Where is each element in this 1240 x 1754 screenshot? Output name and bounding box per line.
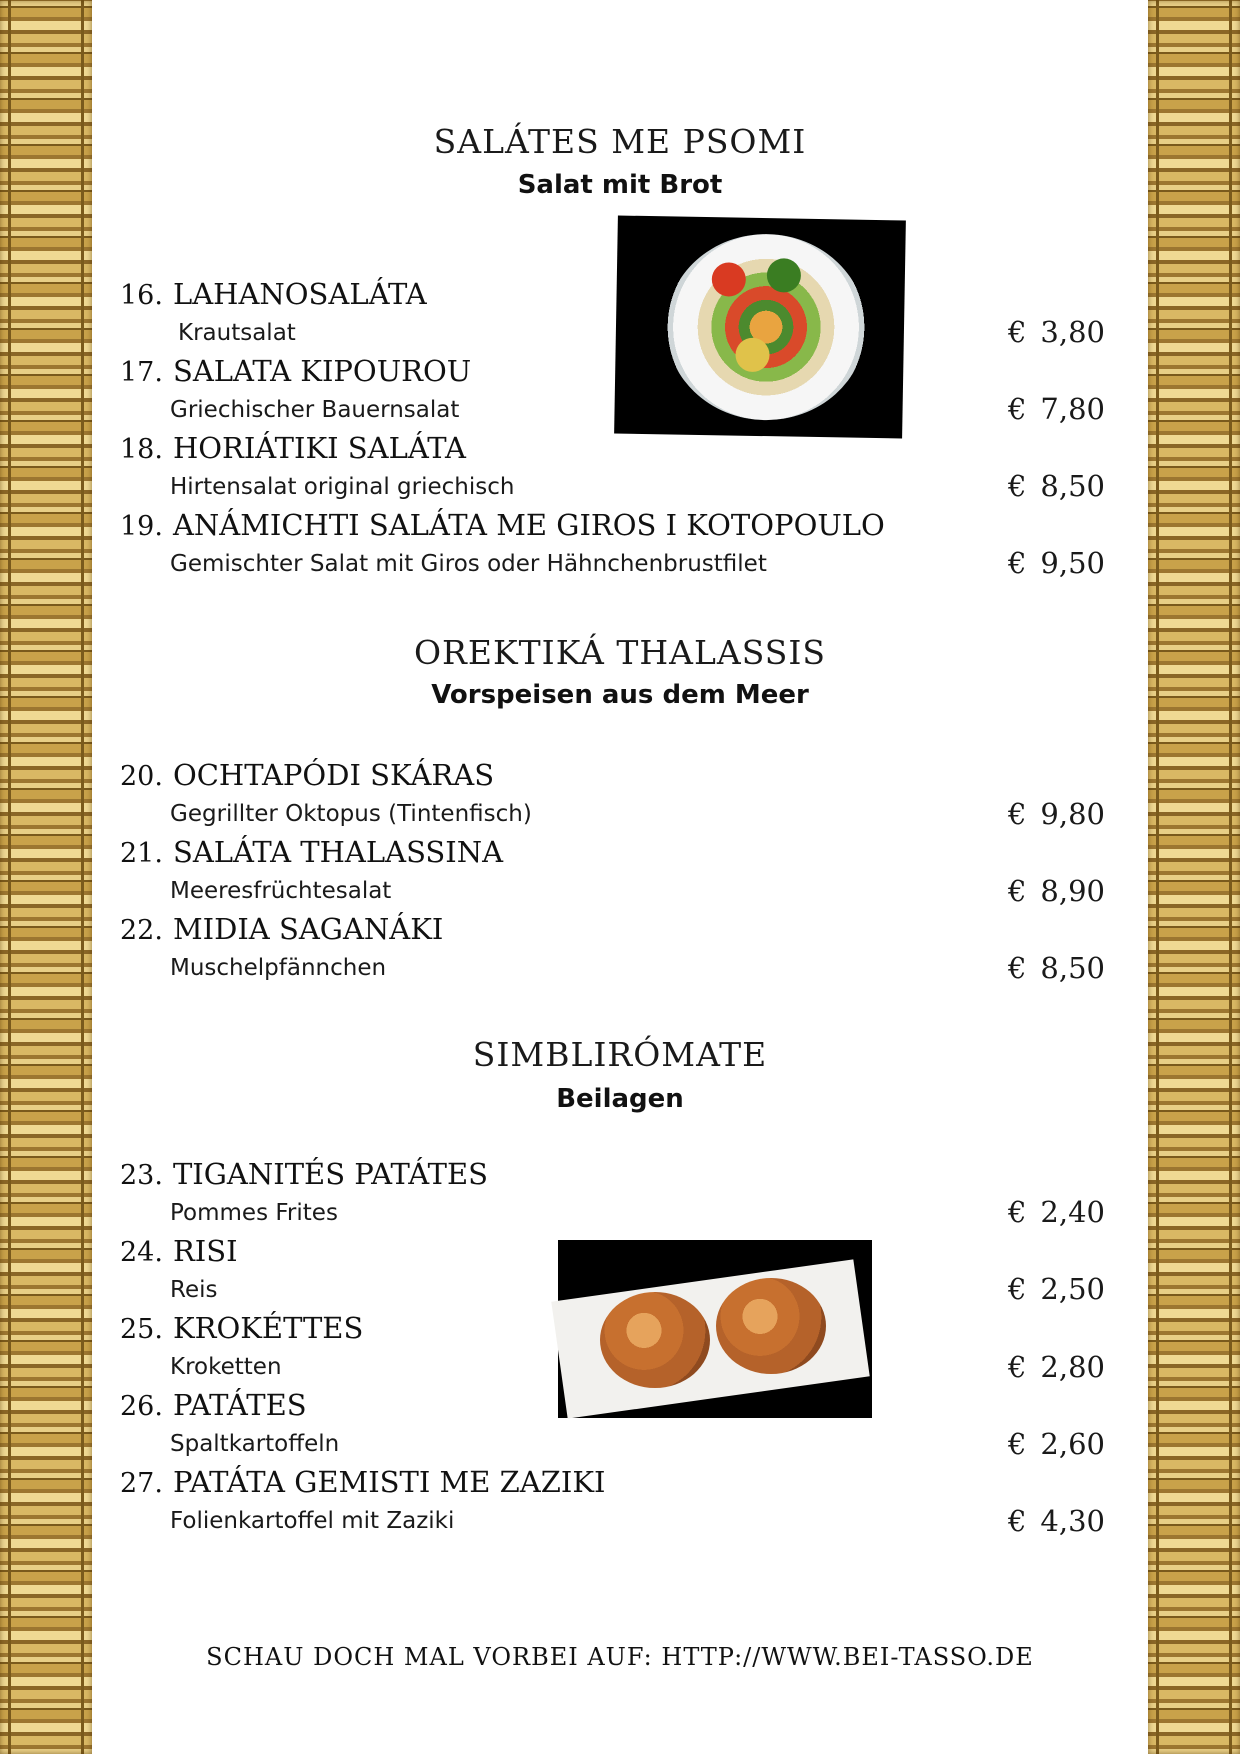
menu-item-24-price: € 2,50 <box>1007 1272 1105 1306</box>
menu-item-26-name: 26. PATÁTES <box>120 1388 307 1422</box>
section-subtitle-sides: Beilagen <box>556 1084 684 1114</box>
menu-item-22-price: € 8,50 <box>1007 951 1105 985</box>
menu-item-25-desc: Kroketten <box>170 1354 282 1380</box>
greek-key-border-left <box>0 0 92 1754</box>
menu-item-20-price: € 9,80 <box>1007 797 1105 831</box>
rice-ball-right <box>716 1278 826 1374</box>
menu-item-19-desc: Gemischter Salat mit Giros oder Hähnchenbrustfilet <box>170 551 767 577</box>
footer-website: SCHAU DOCH MAL VORBEI AUF: HTTP://WWW.BEI-TASSO.DE <box>206 1643 1034 1671</box>
menu-item-25-name: 25. KROKÉTTES <box>120 1311 364 1345</box>
section-title-sides: SIMBLIRÓMATE <box>472 1035 768 1074</box>
section-subtitle-seafood: Vorspeisen aus dem Meer <box>431 680 809 710</box>
menu-item-20-name: 20. OCHTAPÓDI SKÁRAS <box>120 758 495 792</box>
menu-item-27-name: 27. PATÁTA GEMISTI ME ZAZIKI <box>120 1465 606 1499</box>
menu-item-16-desc: Krautsalat <box>178 320 296 346</box>
section-title-salads: SALÁTES ME PSOMI <box>433 122 807 161</box>
menu-item-19-price: € 9,50 <box>1007 546 1105 580</box>
menu-item-19-name: 19. ANÁMICHTI SALÁTA ME GIROS I KOTOPOULO <box>120 508 885 542</box>
menu-item-24-desc: Reis <box>170 1277 218 1303</box>
menu-item-23-price: € 2,40 <box>1007 1195 1105 1229</box>
section-title-seafood: OREKTIKÁ THALASSIS <box>414 633 826 672</box>
menu-item-16-name: 16. LAHANOSALÁTA <box>120 277 427 311</box>
menu-item-27-desc: Folienkartoffel mit Zaziki <box>170 1508 455 1534</box>
menu-item-18-desc: Hirtensalat original griechisch <box>170 474 515 500</box>
menu-item-17-price: € 7,80 <box>1007 392 1105 426</box>
menu-item-21-desc: Meeresfrüchtesalat <box>170 878 392 904</box>
menu-item-22-desc: Muschelpfännchen <box>170 955 387 981</box>
greek-key-border-right <box>1148 0 1240 1754</box>
section-subtitle-salads: Salat mit Brot <box>517 170 723 200</box>
menu-item-26-desc: Spaltkartoffeln <box>170 1431 340 1457</box>
menu-item-17-desc: Griechischer Bauernsalat <box>170 397 460 423</box>
salad-plate-image <box>664 232 867 421</box>
menu-item-22-name: 22. MIDIA SAGANÁKI <box>120 912 444 946</box>
menu-item-24-name: 24. RISI <box>120 1234 238 1268</box>
menu-item-27-price: € 4,30 <box>1007 1504 1105 1538</box>
rice-ball-left <box>600 1292 710 1388</box>
menu-item-25-price: € 2,80 <box>1007 1350 1105 1384</box>
menu-item-23-desc: Pommes Frites <box>170 1200 338 1226</box>
menu-item-21-price: € 8,90 <box>1007 874 1105 908</box>
menu-item-18-price: € 8,50 <box>1007 469 1105 503</box>
menu-item-16-price: € 3,80 <box>1007 315 1105 349</box>
rice-photo <box>558 1240 872 1418</box>
menu-item-18-name: 18. HORIÁTIKI SALÁTA <box>120 431 466 465</box>
menu-item-23-name: 23. TIGANITÉS PATÁTES <box>120 1157 488 1191</box>
menu-item-17-name: 17. SALATA KIPOUROU <box>120 354 472 388</box>
menu-item-21-name: 21. SALÁTA THALASSINA <box>120 835 504 869</box>
menu-item-20-desc: Gegrillter Oktopus (Tintenfisch) <box>170 801 532 827</box>
menu-item-26-price: € 2,60 <box>1007 1427 1105 1461</box>
salad-photo <box>614 216 906 439</box>
